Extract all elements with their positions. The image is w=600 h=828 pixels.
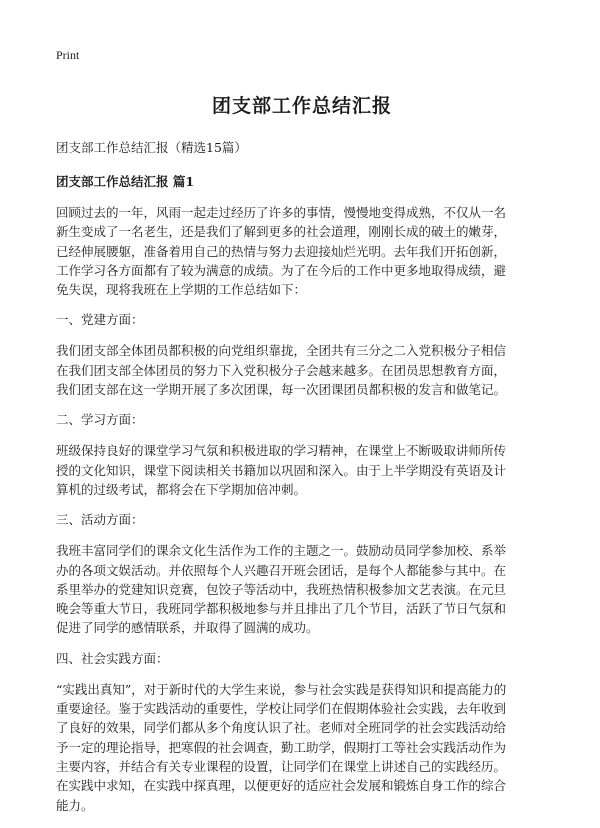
paragraph-line: 在实践中求知，在实践中探真理，以便更好的适应社会发展和锻炼自身工作的综合 — [56, 778, 507, 794]
paragraph-line: “实践出真知”，对于新时代的大学生来说，参与社会实践是获得知识和提高能力的 — [56, 681, 507, 697]
print-link[interactable]: Print — [56, 48, 80, 62]
section-title: 团支部工作总结汇报 篇1 — [56, 174, 195, 189]
paragraph-line: 我班丰富同学们的课余文化生活作为工作的主题之一。鼓励动员同学参加校、系举 — [56, 543, 507, 559]
paragraph-line: 晚会等重大节日，我班同学都积极地参与并且排出了几个节目，活跃了节日气氛和 — [56, 601, 507, 617]
paragraph-line: 回顾过去的一年，风雨一起走过经历了许多的事情，慢慢地变得成熟，不仅从一名 — [56, 205, 507, 220]
heading-social-practice: 四、社会实践方面： — [56, 650, 169, 666]
study-paragraph — [56, 441, 548, 499]
intro-paragraph — [56, 203, 548, 299]
paragraph-line: 算机的过级考试，都将会在下学期加倍冲刺。 — [56, 481, 307, 497]
paragraph-line: 新生变成了一名老生，还是我们了解到更多的社会道理，刚刚长成的破土的嫩芽， — [56, 224, 507, 240]
paragraph-line: 主要内容，并结合有关专业课程的设置，让同学们在课堂上讲述自己的实践经历。 — [56, 758, 507, 774]
heading-study: 二、学习方面： — [56, 412, 144, 428]
paragraph-line: 授的文化知识，课堂下阅读相关书籍加以巩固和深入。由于上半学期没有英语及计 — [56, 462, 507, 478]
social-practice-paragraph — [56, 680, 548, 815]
paragraph-line: 促进了同学的感情联系，并取得了圆满的成功。 — [56, 620, 319, 636]
paragraph-line: 我们团支部在这一学期开展了多次团课，每一次团课团员都积极的发言和做笔记。 — [56, 382, 507, 398]
activities-paragraph — [56, 541, 548, 637]
paragraph-line: 已经伸展腰躯，准备着用自己的热情与努力去迎接灿烂光明。去年我们开拓创新， — [56, 243, 507, 259]
heading-activities: 三、活动方面： — [56, 512, 144, 528]
paragraph-line: 重要途径。鉴于实践活动的重要性，学校让同学们在假期体验社会实践，去年收到 — [56, 701, 507, 717]
paragraph-line: 了良好的效果，同学们都从多个角度认识了社。老师对全班同学的社会实践活动给 — [56, 720, 507, 736]
party-building-paragraph — [56, 341, 548, 399]
document-subtitle: 团支部工作总结汇报（精选15篇） — [56, 140, 247, 155]
paragraph-line: 工作学习各方面都有了较为满意的成绩。为了在今后的工作中更多地取得成绩，避 — [56, 262, 507, 278]
paragraph-line: 班级保持良好的课堂学习气氛和积极进取的学习精神，在课堂上不断吸取讲师所传 — [56, 443, 507, 459]
paragraph-line: 免失误，现将我班在上学期的工作总结如下： — [56, 282, 307, 298]
paragraph-line: 予一定的理论指导，把寒假的社会调查，勤工助学，假期打工等社会实践活动作为 — [56, 739, 507, 755]
paragraph-line: 系里举办的党建知识竞赛，包饺子等活动中，我班热情积极参加文艺表演。在元旦 — [56, 581, 507, 597]
paragraph-line: 办的各项文娱活动。并依照每个人兴趣召开班会团话，是每个人都能参与其中。在 — [56, 562, 507, 578]
paragraph-line: 在我们团支部全体团员的努力下入党积极分子会越来越多。在团员思想教育方面， — [56, 362, 507, 378]
document-title: 团支部工作总结汇报 — [211, 95, 392, 117]
paragraph-line: 能力。 — [56, 797, 94, 813]
paragraph-line: 我们团支部全体团员都积极的向党组织靠拢，全团共有三分之二入党积极分子相信 — [56, 343, 507, 359]
heading-party-building: 一、党建方面： — [56, 312, 144, 328]
